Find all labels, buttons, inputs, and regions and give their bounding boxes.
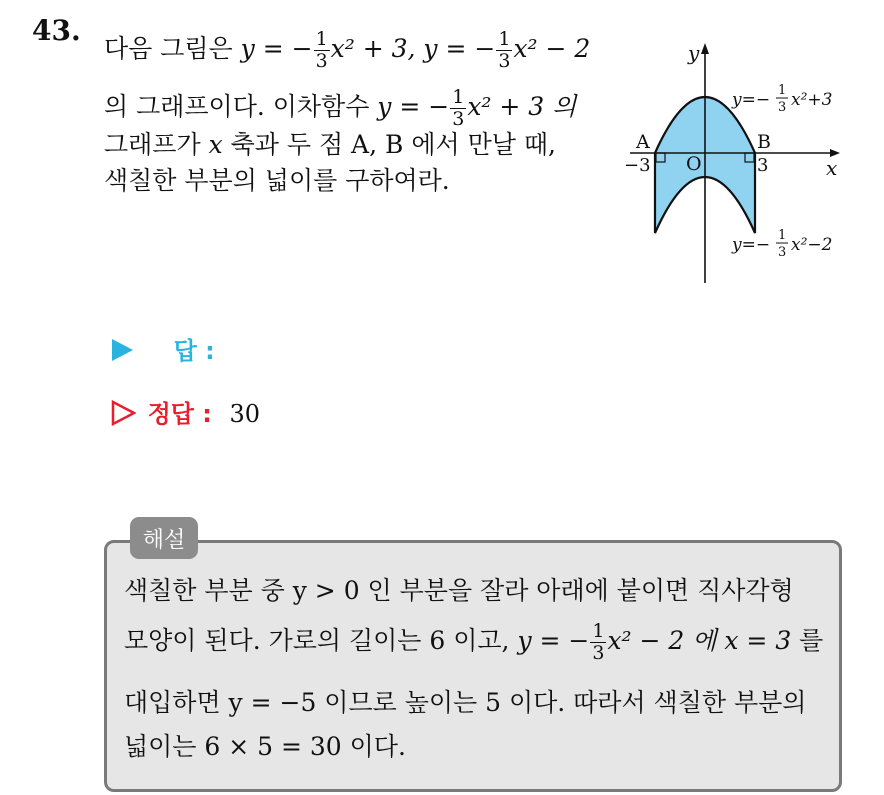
explanation-text: 를 [791,626,824,655]
fraction [496,30,512,71]
point-b-label: B [757,131,771,153]
x-axis-label: x [826,156,838,180]
y-axis-arrow [701,43,709,54]
y-axis-label: y [688,41,700,65]
fraction-denominator: 3 [498,50,511,72]
upper-curve-label: y=− [732,90,771,110]
correct-answer-row [110,394,260,429]
origin-label: O [686,153,702,175]
explanation-text: 모양이 된다. 가로의 길이는 6 이고, [124,626,518,655]
math-expr: x = 3 [724,626,792,655]
upper-curve-fraction [776,83,788,115]
fraction-numerator: 1 [452,86,465,108]
question-number: 43. [32,14,81,47]
fraction [314,30,330,71]
question-text: 의 그래프이다. 이차함수 [104,92,378,121]
question-line-4: 색칠한 부분의 넓이를 구하여라. [104,166,450,195]
explanation-line-3: 대입하면 y = −5 이므로 높이는 5 이다. 따라서 색칠한 부분의 [124,688,807,717]
svg-text:1: 1 [778,83,787,98]
math-expr: y = − [240,34,313,63]
svg-text:3: 3 [778,100,787,115]
correct-answer-label: 정답 : [147,400,212,428]
math-expr: y = − [517,626,590,655]
question-text: 그래프가 [104,130,209,159]
point-a-label: A [636,131,650,153]
question-line-2 [104,88,576,129]
parabola-graph [600,38,860,288]
upper-curve-label-tail: x²+3 [791,90,833,110]
explanation-line-1: 색칠한 부분 중 y > 0 인 부분을 잘라 아래에 붙이면 직사각형 [124,576,794,605]
fraction [450,88,466,129]
answer-row [110,331,215,366]
svg-text:1: 1 [778,228,787,243]
fraction-numerator: 1 [498,28,511,50]
fraction-denominator: 3 [452,108,465,130]
fraction-numerator: 1 [315,28,328,50]
question-line-3 [104,132,556,157]
explanation-tab: 해설 [130,517,198,559]
math-expr: x² + 3 의 [467,92,577,121]
fraction [590,622,606,663]
math-var: x [208,130,223,159]
outline-triangle-icon [110,400,136,426]
correct-answer-value: 30 [229,400,261,428]
fraction-denominator: 3 [315,50,328,72]
answer-label: 답 : [173,337,215,365]
math-expr: x² − 2 에 [607,626,725,655]
explanation-line-4: 넓이는 6 × 5 = 30 이다. [124,732,406,761]
lower-curve-label-tail: x²−2 [791,235,833,255]
play-triangle-icon [110,338,134,362]
math-expr: y = − [377,92,450,121]
lower-curve-fraction [776,228,788,260]
lower-curve-label: y=− [732,235,771,255]
tick-label-right: 3 [757,155,769,176]
question-text: 다음 그림은 [104,34,241,63]
math-expr: x² − 2 [513,34,591,63]
question-line-1 [104,30,590,71]
fraction-numerator: 1 [592,620,605,642]
tick-label-left: −3 [624,155,651,176]
fraction-denominator: 3 [592,642,605,664]
math-expr: x² + 3, y = − [330,34,496,63]
explanation-line-2 [124,622,823,663]
svg-text:3: 3 [778,245,787,260]
question-text: 축과 두 점 A, B 에서 만날 때, [222,130,556,159]
